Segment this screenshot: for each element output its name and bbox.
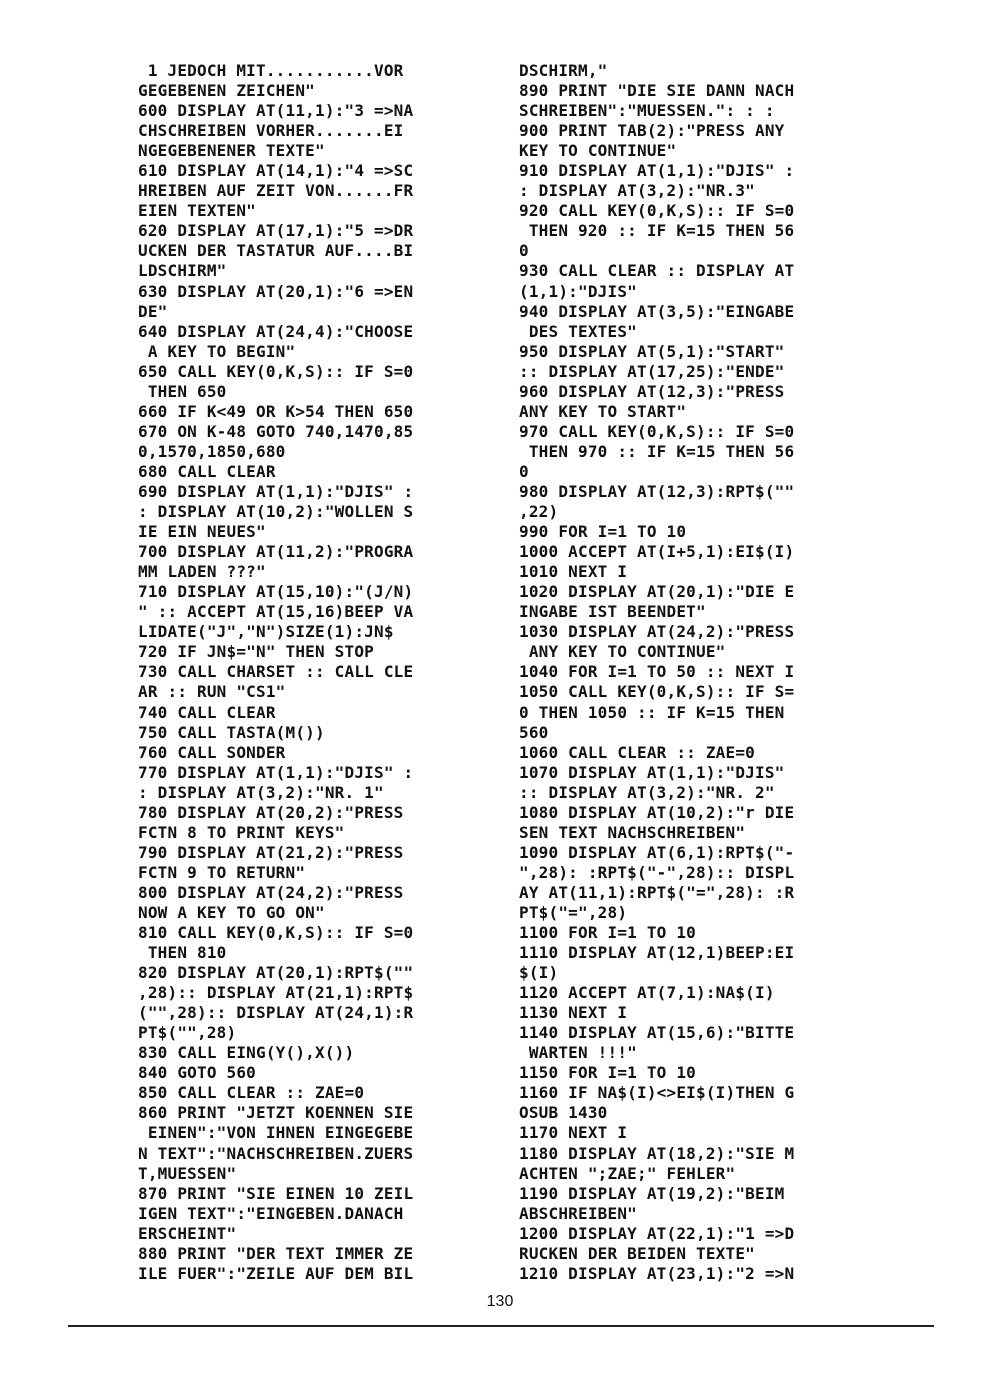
code-line: 1180 DISPLAY AT(18,2):"SIE M [519,1143,795,1163]
code-line: 1160 IF NA$(I)<>EI$(I)THEN G [519,1083,795,1103]
code-line: LDSCHIRM" [138,261,227,281]
code-line: ,22) [519,502,559,522]
code-line: ("",28):: DISPLAY AT(24,1):R [138,1003,414,1023]
code-line: 990 FOR I=1 TO 10 [519,522,687,542]
code-line: N TEXT":"NACHSCHREIBEN.ZUERS [138,1143,414,1163]
code-line: ",28): :RPT$("-",28):: DISPL [519,862,795,882]
code-line: THEN 650 [138,381,227,401]
code-line: 710 DISPLAY AT(15,10):"(J/N) [138,582,414,602]
code-line: 1020 DISPLAY AT(20,1):"DIE E [519,582,795,602]
code-line: 690 DISPLAY AT(1,1):"DJIS" : [138,481,414,501]
code-line: 1010 NEXT I [519,562,628,582]
code-line: 1050 CALL KEY(0,K,S):: IF S= [519,682,795,702]
right-code-column [519,61,864,1284]
code-line: :: DISPLAY AT(17,25):"ENDE" [519,361,785,381]
code-line: 1040 FOR I=1 TO 50 :: NEXT I [519,662,795,682]
code-line: 930 CALL CLEAR :: DISPLAY AT [519,261,795,281]
code-line: ERSCHEINT" [138,1223,237,1243]
code-line: 1120 ACCEPT AT(7,1):NA$(I) [519,983,775,1003]
code-line: A KEY TO BEGIN" [138,341,296,361]
footer-rule [68,1325,934,1327]
code-line: AY AT(11,1):RPT$("=",28): :R [519,882,795,902]
code-line: $(I) [519,963,559,983]
code-line: 1 JEDOCH MIT...........VOR [138,61,404,80]
code-line: 0 THEN 1050 :: IF K=15 THEN [519,702,785,722]
code-line: 860 PRINT "JETZT KOENNEN SIE [138,1103,414,1123]
code-line: 560 [519,722,549,742]
code-line: DSCHIRM," [519,61,608,80]
code-line: 720 IF JN$="N" THEN STOP [138,642,374,662]
code-line: ANY KEY TO CONTINUE" [519,642,726,662]
code-line: 1000 ACCEPT AT(I+5,1):EI$(I) [519,542,795,562]
code-line: LIDATE("J","N")SIZE(1):JN$ [138,622,394,642]
code-line: 660 IF K<49 OR K>54 THEN 650 [138,401,414,421]
code-line: 980 DISPLAY AT(12,3):RPT$("" [519,481,795,501]
code-line: IE EIN NEUES" [138,522,266,542]
code-line: 1030 DISPLAY AT(24,2):"PRESS [519,622,795,642]
code-line: OSUB 1430 [519,1103,608,1123]
code-line: 950 DISPLAY AT(5,1):"START" [519,341,785,361]
code-line: MM LADEN ???" [138,562,266,582]
code-line: 920 CALL KEY(0,K,S):: IF S=0 [519,201,795,221]
code-line: 700 DISPLAY AT(11,2):"PROGRA [138,542,414,562]
code-line: RUCKEN DER BEIDEN TEXTE" [519,1243,755,1263]
code-line: ILE FUER":"ZEILE AUF DEM BIL [138,1263,414,1283]
code-line: 850 CALL CLEAR :: ZAE=0 [138,1083,365,1103]
code-line: HREIBEN AUF ZEIT VON......FR [138,181,414,201]
code-line: 780 DISPLAY AT(20,2):"PRESS [138,802,404,822]
code-line: THEN 920 :: IF K=15 THEN 56 [519,221,795,241]
code-line: :: DISPLAY AT(3,2):"NR. 2" [519,782,775,802]
code-line: 650 CALL KEY(0,K,S):: IF S=0 [138,361,414,381]
code-line: 900 PRINT TAB(2):"PRESS ANY [519,121,785,141]
code-line: 1070 DISPLAY AT(1,1):"DJIS" [519,762,785,782]
code-line: 770 DISPLAY AT(1,1):"DJIS" : [138,762,414,782]
code-line: 940 DISPLAY AT(3,5):"EINGABE [519,301,795,321]
code-line: 810 CALL KEY(0,K,S):: IF S=0 [138,923,414,943]
code-line: " :: ACCEPT AT(15,16)BEEP VA [138,602,414,622]
page-number: 130 [486,1293,514,1310]
code-line: 750 CALL TASTA(M()) [138,722,325,742]
code-line: 1100 FOR I=1 TO 10 [519,923,696,943]
code-line: 790 DISPLAY AT(21,2):"PRESS [138,842,404,862]
code-line: EIEN TEXTEN" [138,201,256,221]
code-line: ,28):: DISPLAY AT(21,1):RPT$ [138,983,414,1003]
code-line: DES TEXTES" [519,321,637,341]
code-line: ACHTEN ";ZAE;" FEHLER" [519,1163,736,1183]
code-line: SEN TEXT NACHSCHREIBEN" [519,822,746,842]
code-line: IGEN TEXT":"EINGEBEN.DANACH [138,1203,404,1223]
code-line: 620 DISPLAY AT(17,1):"5 =>DR [138,221,414,241]
code-line: GEGEBENEN ZEICHEN" [138,81,315,101]
left-code-column [138,61,483,1284]
code-line: 1200 DISPLAY AT(22,1):"1 =>D [519,1223,795,1243]
code-line: 0 [519,461,529,481]
code-line: : DISPLAY AT(10,2):"WOLLEN S [138,502,414,522]
code-line: 1140 DISPLAY AT(15,6):"BITTE [519,1023,795,1043]
code-line: 830 CALL EING(Y(),X()) [138,1043,355,1063]
code-line: ANY KEY TO START" [519,401,687,421]
code-line: 1090 DISPLAY AT(6,1):RPT$("- [519,842,795,862]
code-line: NGEGEBENENER TEXTE" [138,141,325,161]
code-line: 1130 NEXT I [519,1003,628,1023]
code-line: 960 DISPLAY AT(12,3):"PRESS [519,381,785,401]
code-line: 1150 FOR I=1 TO 10 [519,1063,696,1083]
code-line: 600 DISPLAY AT(11,1):"3 =>NA [138,101,414,121]
code-line: NOW A KEY TO GO ON" [138,902,325,922]
code-line: PT$("",28) [138,1023,237,1043]
code-line: INGABE IST BEENDET" [519,602,706,622]
code-line: 630 DISPLAY AT(20,1):"6 =>EN [138,281,414,301]
code-line: THEN 970 :: IF K=15 THEN 56 [519,441,795,461]
code-line: 820 DISPLAY AT(20,1):RPT$("" [138,963,414,983]
code-line: 610 DISPLAY AT(14,1):"4 =>SC [138,161,414,181]
code-line: : DISPLAY AT(3,2):"NR.3" [519,181,755,201]
code-line: 1110 DISPLAY AT(12,1)BEEP:EI [519,943,795,963]
code-line: FCTN 8 TO PRINT KEYS" [138,822,345,842]
code-line: 1170 NEXT I [519,1123,628,1143]
code-line: 870 PRINT "SIE EINEN 10 ZEIL [138,1183,414,1203]
code-line: DE" [138,301,168,321]
code-line: 1060 CALL CLEAR :: ZAE=0 [519,742,755,762]
code-line: 880 PRINT "DER TEXT IMMER ZE [138,1243,414,1263]
code-line: (1,1):"DJIS" [519,281,637,301]
code-line: 800 DISPLAY AT(24,2):"PRESS [138,882,404,902]
code-line: 890 PRINT "DIE SIE DANN NACH [519,81,795,101]
code-line: UCKEN DER TASTATUR AUF....BI [138,241,414,261]
code-line: 730 CALL CHARSET :: CALL CLE [138,662,414,682]
code-line: FCTN 9 TO RETURN" [138,862,306,882]
code-line: 670 ON K-48 GOTO 740,1470,85 [138,421,414,441]
code-line: THEN 810 [138,943,227,963]
code-line: : DISPLAY AT(3,2):"NR. 1" [138,782,384,802]
code-line: T,MUESSEN" [138,1163,237,1183]
code-line: 680 CALL CLEAR [138,461,276,481]
code-line: PT$("=",28) [519,902,628,922]
code-line: 1210 DISPLAY AT(23,1):"2 =>N [519,1263,795,1283]
code-line: AR :: RUN "CS1" [138,682,286,702]
code-line: 840 GOTO 560 [138,1063,256,1083]
code-line: 910 DISPLAY AT(1,1):"DJIS" : [519,161,795,181]
code-line: EINEN":"VON IHNEN EINGEGEBE [138,1123,414,1143]
code-line: 970 CALL KEY(0,K,S):: IF S=0 [519,421,795,441]
code-line: SCHREIBEN":"MUESSEN.": : : [519,101,775,121]
code-line: WARTEN !!!" [519,1043,637,1063]
code-line: 1080 DISPLAY AT(10,2):"r DIE [519,802,795,822]
code-line: ABSCHREIBEN" [519,1203,637,1223]
code-line: 1190 DISPLAY AT(19,2):"BEIM [519,1183,785,1203]
code-line: 640 DISPLAY AT(24,4):"CHOOSE [138,321,414,341]
code-line: CHSCHREIBEN VORHER.......EI [138,121,404,141]
code-line: KEY TO CONTINUE" [519,141,677,161]
code-line: 0,1570,1850,680 [138,441,286,461]
code-line: 0 [519,241,529,261]
code-line: 760 CALL SONDER [138,742,286,762]
code-line: 740 CALL CLEAR [138,702,276,722]
